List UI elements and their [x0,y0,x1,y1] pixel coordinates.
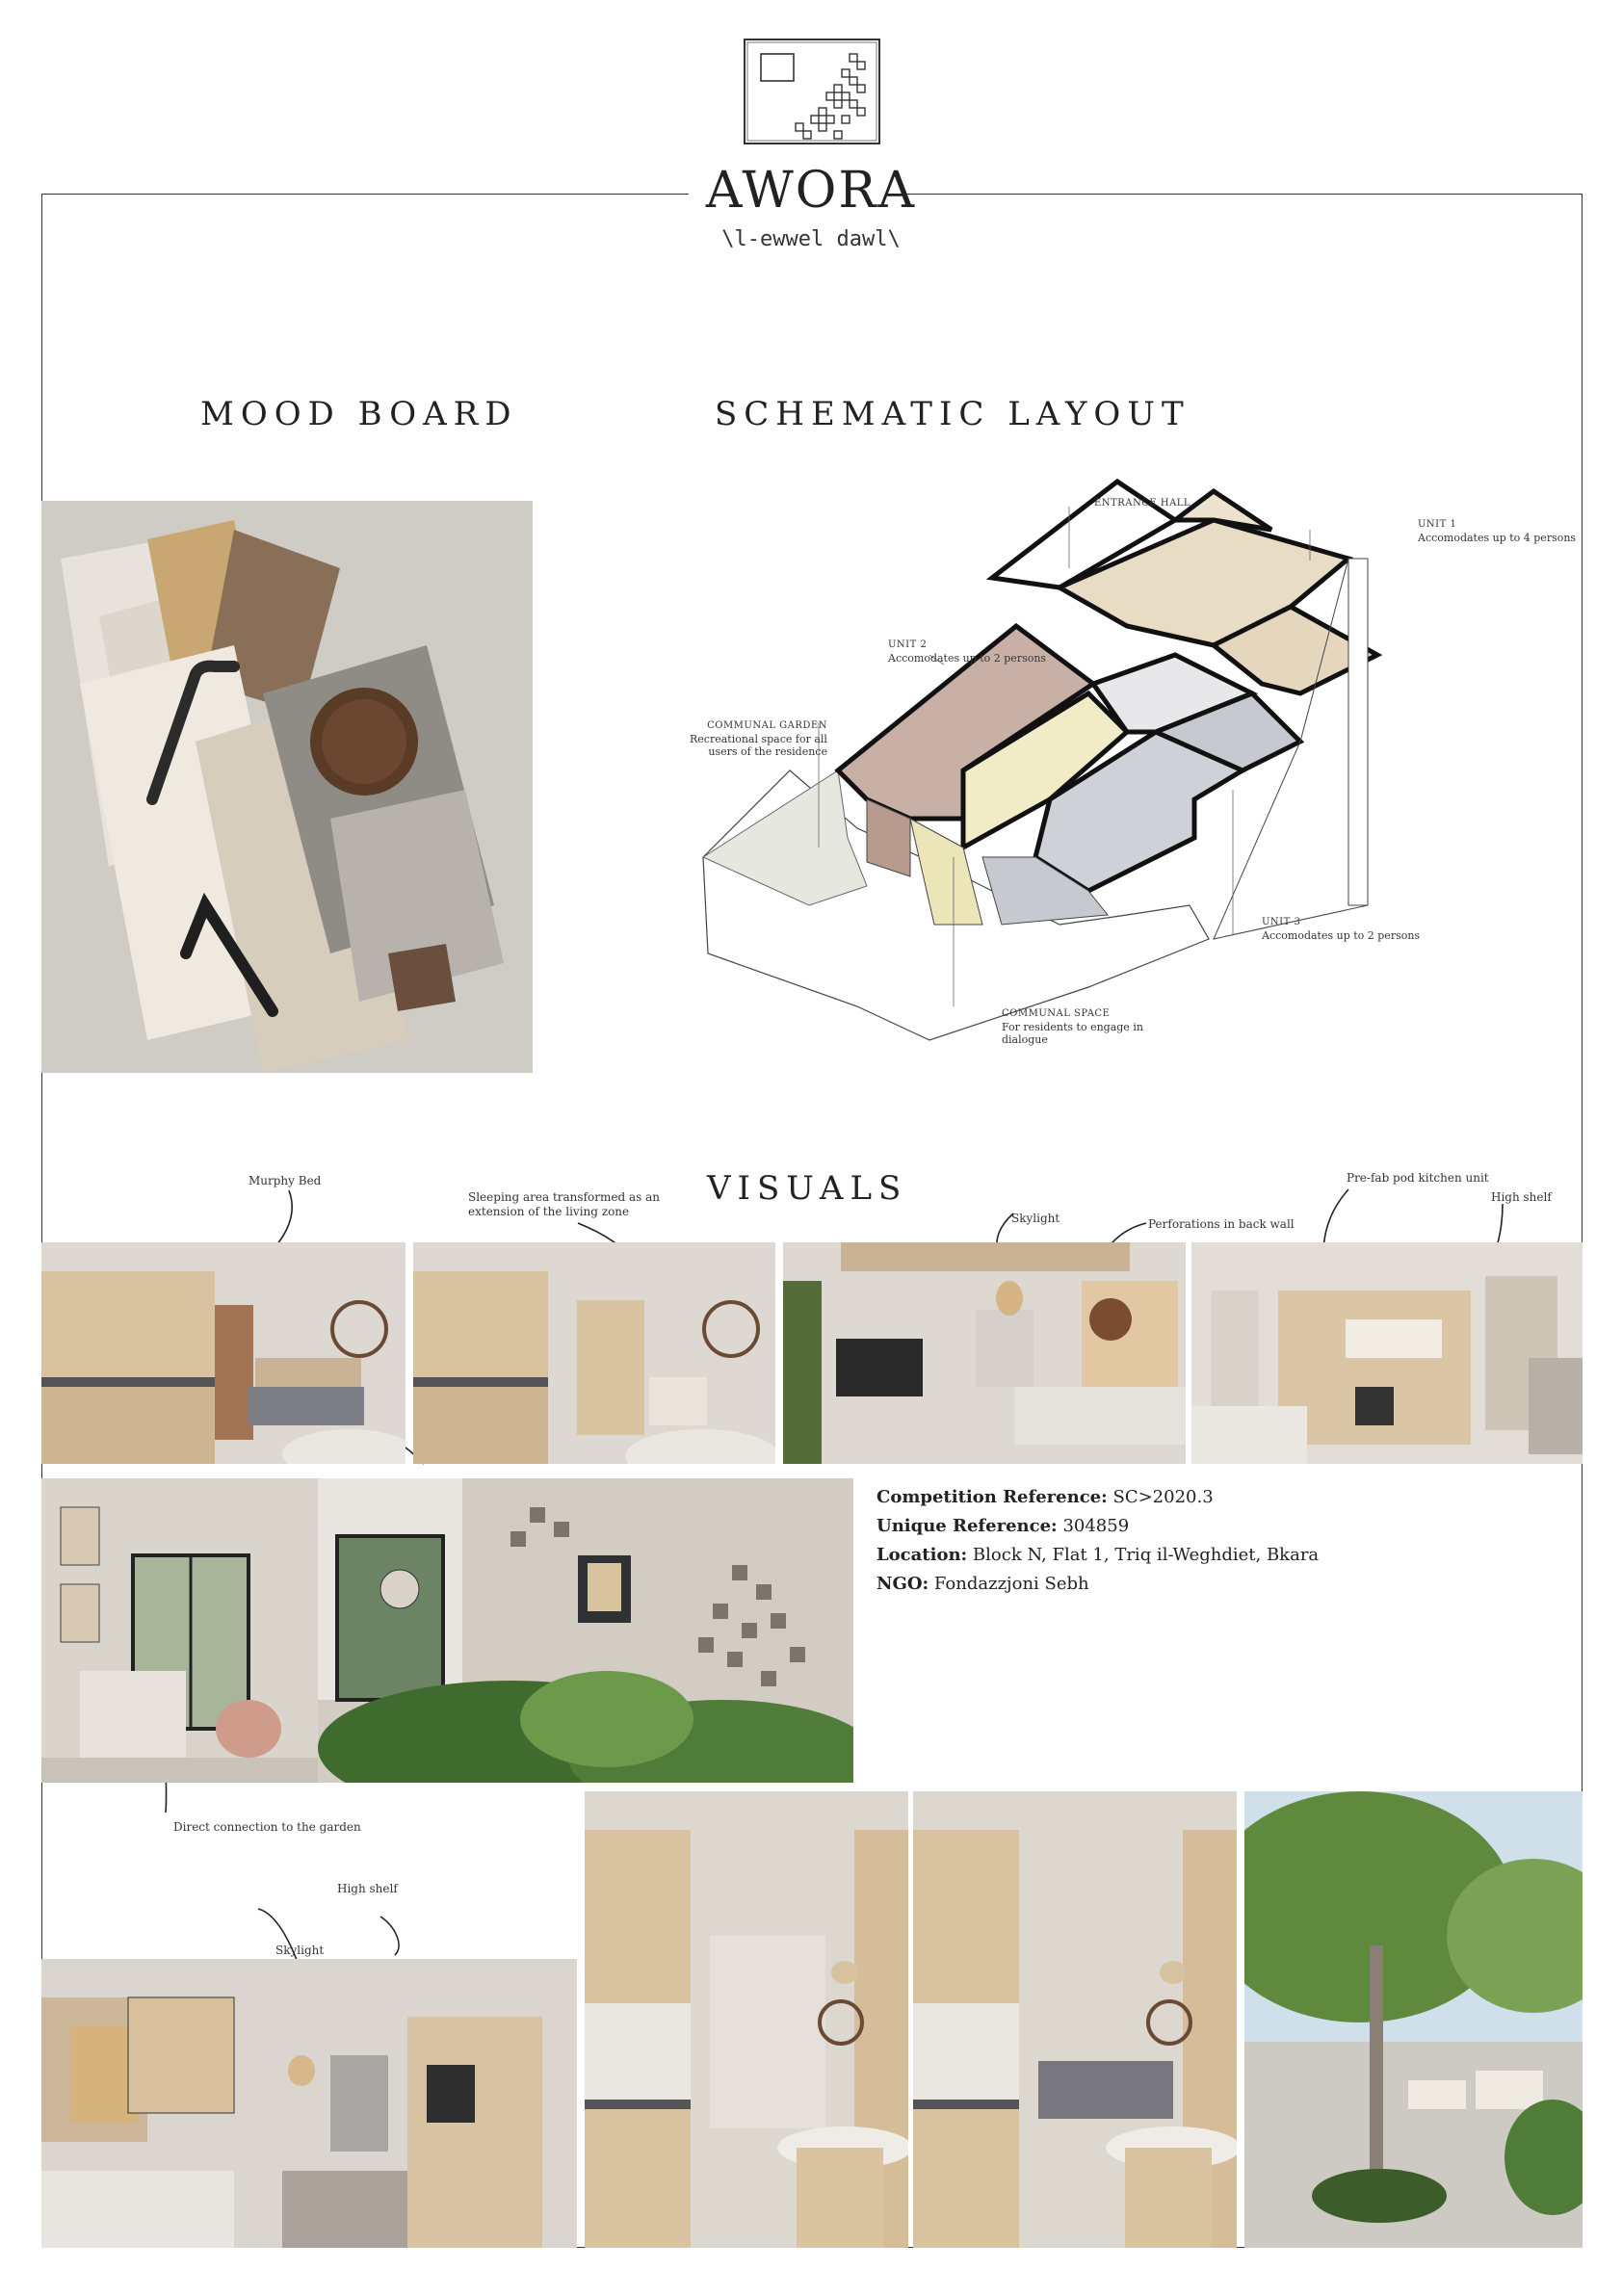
note-prefab-pod: Pre-fab pod kitchen unit [1347,1171,1489,1185]
project-info [876,1483,1319,1599]
note-murphy-bed-1: Murphy Bed [249,1174,322,1187]
visual-living-perforations [783,1242,1186,1464]
schematic-layout-title: SCHEMATIC LAYOUT [715,395,1190,433]
note-sleeping-area: Sleeping area transformed as an extension of the living zone [468,1190,660,1218]
visual-kitchen-sleeping-area [413,1242,775,1464]
visuals-title: VISUALS [707,1169,908,1208]
visual-living-garden-door [41,1478,327,1783]
label-unit3: UNIT 3 Accomodates up to 2 persons [1262,917,1421,942]
unique-reference: Unique Reference: 304859 [876,1516,1130,1536]
visual-kitchen-dining-1 [585,1791,908,2248]
visual-kitchen-dining-murphy-bed [913,1791,1237,2248]
note-skylight-2: Skylight [275,1944,325,1957]
label-communal-garden: COMMUNAL GARDEN Recreational space for all users of the residence [690,720,827,759]
visual-garden-perforated-wall [318,1478,853,1783]
visual-kitchen-murphy-bed [41,1242,406,1464]
label-entrance-hall: ENTRANCE HALL [1094,498,1191,509]
brand-subtitle: \l-ewwel dawl\ [721,227,901,251]
ngo: NGO: Fondazzjoni Sebh [876,1574,1089,1594]
competition-reference: Competition Reference: SC>2020.3 [876,1487,1214,1507]
note-skylight-1: Skylight [1011,1212,1060,1225]
visual-prefab-kitchen [1191,1242,1583,1464]
visual-living-skylight [41,1959,577,2248]
mood-board-title: MOOD BOARD [200,395,518,433]
note-high-shelf-1: High shelf [1491,1190,1552,1204]
note-garden-connection: Direct connection to the garden [173,1820,361,1834]
label-communal-space: COMMUNAL SPACE For residents to engage in dialogue [1002,1008,1143,1047]
note-perforations: Perforations in back wall [1148,1217,1295,1231]
note-high-shelf-2: High shelf [337,1882,398,1895]
label-unit2: UNIT 2 Accomodates up to 2 persons [888,639,1047,665]
label-unit1: UNIT 1 Accomodates up to 4 persons [1418,519,1577,544]
visual-garden-tree [1244,1791,1583,2248]
brand-name: AWORA [705,162,917,220]
location: Location: Block N, Flat 1, Triq il-Weghdiet, Bkara [876,1545,1320,1565]
